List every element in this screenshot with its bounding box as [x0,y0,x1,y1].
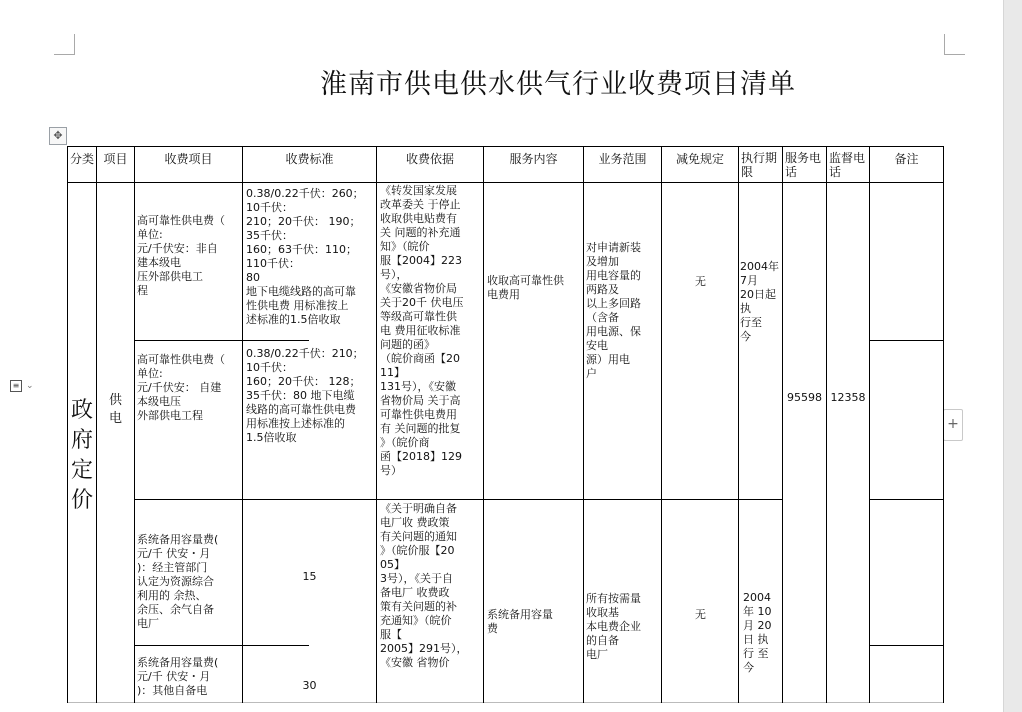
group2-business-scope: 所有按需量 收取基 本电费企业 的自备 电厂 [586,592,641,661]
row2-fee-item: 高可靠性供电费（ 单位: 元/千伏安： 自建 本级电压 外部供电工程 [137,353,225,422]
col-line-7 [661,146,662,703]
table-border-top [67,146,943,147]
row1-remarks-bottom-line [869,340,943,341]
list-icon: ≡ [10,380,22,392]
group2-period: 2004 年 10 月 20 日 执 行 至 今 [743,591,772,674]
document-title: 淮南市供电供水供气行业收费项目清单 [320,69,796,100]
supervision-phone-cell: 12358 [830,391,866,404]
col-line-4 [376,146,377,703]
header-service-phone: 服务电 话 [785,151,822,179]
col-line-8 [738,146,739,703]
group1-remarks-bottom-line [869,499,943,500]
header-period: 执行期 限 [741,151,778,179]
col-line-10 [826,146,827,703]
col-line-3 [242,146,243,703]
header-service-content: 服务内容 [509,152,558,166]
group1-period: 2004年 7月 20日起 执 行至 今 [740,260,779,343]
row2-fee-standard: 0.38/0.22千伏：210； 10千伏： 160；20千伏： 128； 35千伏：80 地下电缆 线路的高可靠性供电费 用标准按上述标准的 1.5倍收取 [246,347,364,444]
col-line-2 [134,146,135,703]
table-move-handle-icon[interactable]: ✥ [49,127,67,145]
group1-exemption: 无 [695,275,706,288]
header-category: 分类 [69,152,94,166]
group2-service-content: 系统备用容量 费 [487,608,553,635]
header-bottom-line [67,182,943,183]
item-cell: 供 电 [108,393,122,426]
crop-mark-top-right-h [944,54,965,55]
row3-remarks-bottom-line [869,645,943,646]
service-phone-cell: 95598 [787,391,822,404]
row1-bottom-line [134,340,309,341]
crop-mark-top-left-h [54,54,75,55]
row4-fee-item: 系统备用容量费( 元/千 伏安・月 )：其他自备电 [137,656,219,697]
col-line-11 [869,146,870,703]
group2-exemption: 无 [695,608,706,621]
group1-fee-basis: 《转发国家发展 改革委关 于停止 收取供电贴费有 关 问题的补充通 知》（皖价 服【2004】223 号）， 《安徽省物价局 关于20千 伏电压 等级高可靠性供 电 费用征收标准 问题的函》 （皖价商函【20 11】 131号），《安徽 省物价局 关于高 可靠性供电费用 有 关问题的批复 》（皖价商 函【2018】129 号） [380,184,464,477]
header-item: 项目 [103,152,128,166]
row1-fee-standard: 0.38/0.22千伏：260； 10千伏： 210；20千伏： 190； 35千伏： 160；63千伏：110； 110千伏： 80 地下电缆线路的高可靠 性供电费 用标准按上 述标准的1.5倍收取 [246,187,364,326]
group1-bottom-line [134,499,782,500]
header-business-scope: 业务范围 [598,152,647,166]
header-fee-item: 收费项目 [164,152,213,166]
col-line-5 [483,146,484,703]
header-supervision-phone: 监督电 话 [829,151,866,179]
row1-fee-item: 高可靠性供电费（ 单位: 元/千伏安：非自 建本级电 压外部供电工 程 [137,214,225,297]
row3-fee-standard: 15 [302,570,317,583]
group1-business-scope: 对申请新装 及增加 用电容量的 两路及 以上多回路 （含备 用电源、保 安电 源）用电 户 [586,241,641,380]
header-exemption: 减免规定 [675,152,724,166]
table-visible-bottom [67,702,943,703]
header-fee-basis: 收费依据 [405,152,454,166]
group1-service-content: 收取高可靠性供 电费用 [487,274,564,301]
row4-fee-standard: 30 [302,679,317,692]
paragraph-options-button[interactable] [6,374,44,394]
row3-bottom-line [134,645,309,646]
category-cell: 政 府 定 价 [70,398,93,513]
crop-mark-top-right-v [944,34,945,55]
add-column-plus-icon[interactable]: + [943,409,963,441]
header-fee-standard: 收费标准 [285,152,334,166]
right-scroll-strip[interactable] [1003,0,1022,712]
header-remarks: 备注 [894,152,919,166]
col-line-9 [782,146,783,703]
crop-mark-top-left-v [74,34,75,55]
col-line-12 [943,146,944,703]
row3-fee-item: 系统备用容量费( 元/千 伏安・月 )：经主管部门 认定为资源综合 利用的 余热、 余压、余气自备 电厂 [137,533,219,630]
chevron-down-icon: ⌄ [26,381,34,391]
group2-fee-basis: 《关于明确自备 电厂收 费政策 有关问题的通知 》（皖价服【20 05】 3号），《关于自 备电厂 收费政 策有关问题的补 充通知》（皖价 服【 2005】291号）， 《安徽 省物价 [380,502,468,669]
col-line-6 [583,146,584,703]
